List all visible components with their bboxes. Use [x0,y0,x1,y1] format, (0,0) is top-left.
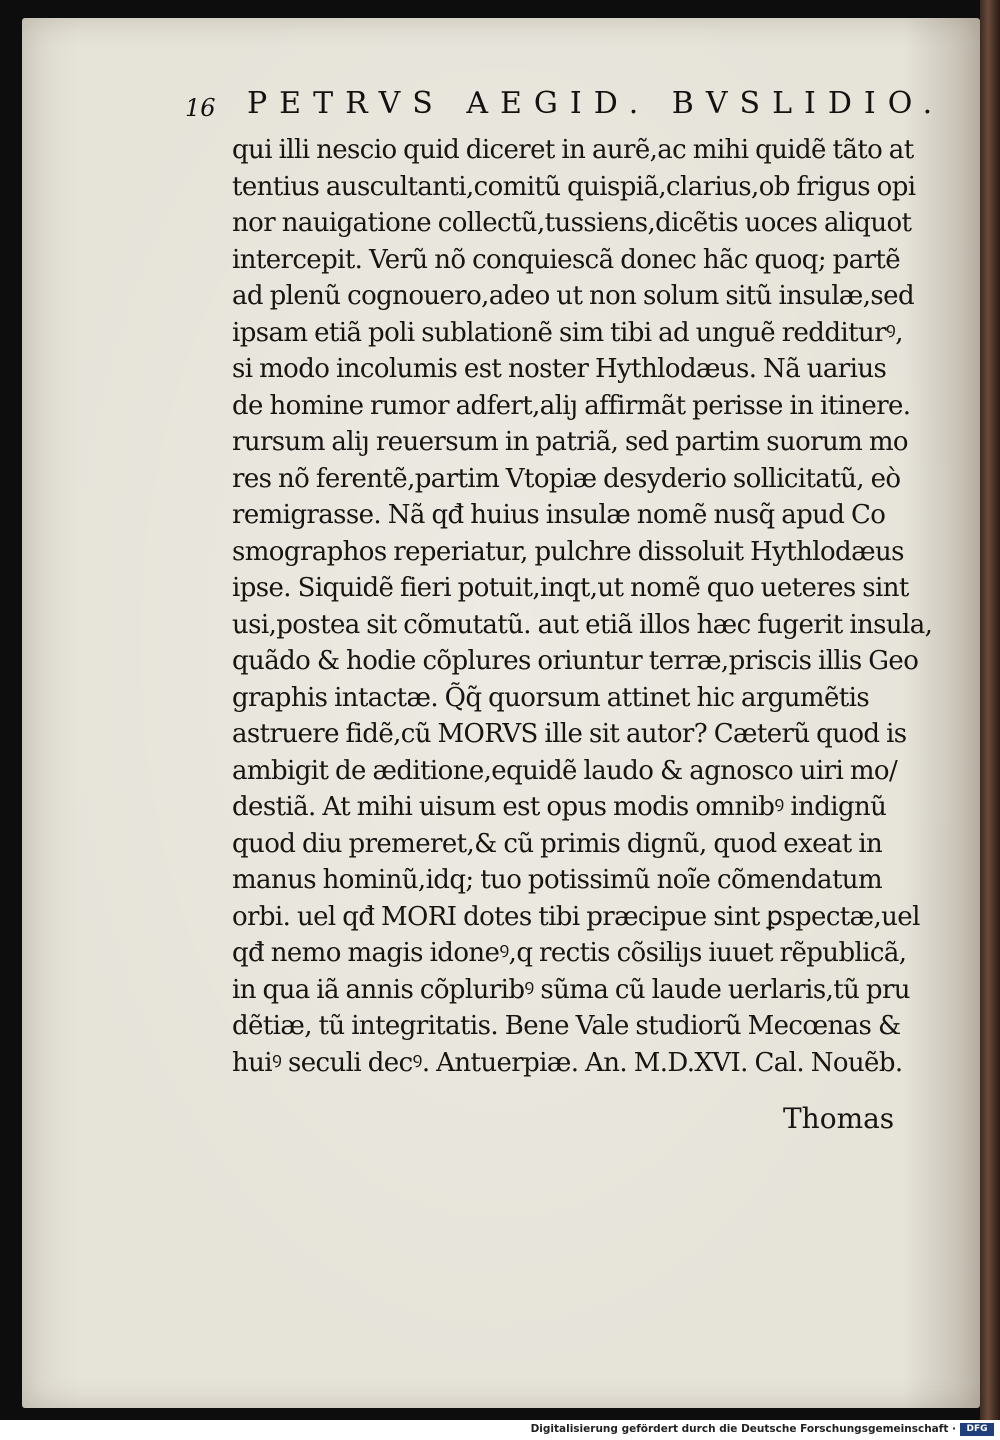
text-line: quãdo & hodie cõplures oriuntur terræ,priscis illis Geo [232,646,919,676]
text-line: usi,postea sit cõmutatũ. aut etiã illos hæc fugerit insula, [232,609,933,640]
page-number: 16 [185,94,216,122]
text-line: destiã. At mihi uisum est opus modis omnibꝰ indignũ [232,792,887,822]
text-line: dẽtiæ, tũ integritatis. Bene Vale studiorũ Mecœnas & [232,1011,901,1041]
text-line: rursum aliȷ reuersum in patriã, sed partim suorum mo [232,427,908,457]
text-line: qui illi nescio quid diceret in aurẽ,ac mihi quidẽ tãto at [232,135,914,165]
text-line: remigrasse. Nã qđ huius insulæ nomẽ nusq̃ apud Co [232,500,886,530]
text-line: ambigit de æditione,equidẽ laudo & agnosco uiri mo/ [232,755,898,786]
text-line: manus hominũ,idq; tuo potissimũ noĩe cõmendatum [232,865,882,895]
text-line: nor nauigatione collectũ,tussiens,dicẽtis uoces aliquot [232,208,912,238]
text-line: ad plenũ cognouero,adeo ut non solum sitũ insulæ,sed [232,281,914,311]
text-line: tentius auscultanti,comitũ quispiã,clarius,ob frigus opi [232,171,916,202]
dfg-logo-icon: DFG [960,1423,994,1436]
text-line: smographos reperiatur, pulchre dissoluit Hythlodæus [232,536,904,567]
catchword: Thomas [783,1102,895,1135]
text-line: huiꝰ seculi decꝰ. Antuerpiæ. An. M.D.XVI. Cal. Nouẽb. [232,1047,903,1078]
text-line: orbi. uel qđ MORI dotes tibi præcipue sint ꝑspectæ,uel [232,901,920,932]
text-line: intercepit. Verũ nõ conquiescã donec hãc quoq; partẽ [232,244,901,275]
funding-credit: Digitalisierung gefördert durch die Deutsche Forschungsgemeinschaft · [530,1423,956,1435]
text-line: quod diu premeret,& cũ primis dignũ, quod exeat in [232,828,883,859]
binding-edge [980,0,1000,1420]
text-line: res nõ ferentẽ,partim Vtopiæ desyderio sollicitatũ, eò [232,463,901,494]
text-line: ipsam etiã poli sublationẽ sim tibi ad unguẽ redditurꝰ, [232,317,903,348]
body-text [232,132,932,1081]
text-line: ipse. Siquidẽ fieri potuit,inqt,ut nomẽ quo ueteres sint [232,573,909,603]
text-line: de homine rumor adfert,aliȷ affirmãt perisse in itinere. [232,390,911,421]
text-line: si modo incolumis est noster Hythlodæus. Nã uarius [232,354,887,384]
running-head: PETRVS AEGID. BVSLIDIO. [247,86,945,121]
text-line: qđ nemo magis idoneꝰ,q rectis cõsiliȷs iuuet rẽpublicã, [232,938,907,968]
digitization-footer [0,1420,1000,1440]
text-line: in qua iã annis cõpluribꝰ sũma cũ laude uerlaris,tũ pru [232,974,910,1005]
page-header [185,86,945,126]
text-line: astruere fidẽ,cũ MORVS ille sit autor? Cæterũ quod is [232,719,907,749]
text-line: graphis intactæ. Q̃q̃ quorsum attinet hic argumẽtis [232,682,870,713]
